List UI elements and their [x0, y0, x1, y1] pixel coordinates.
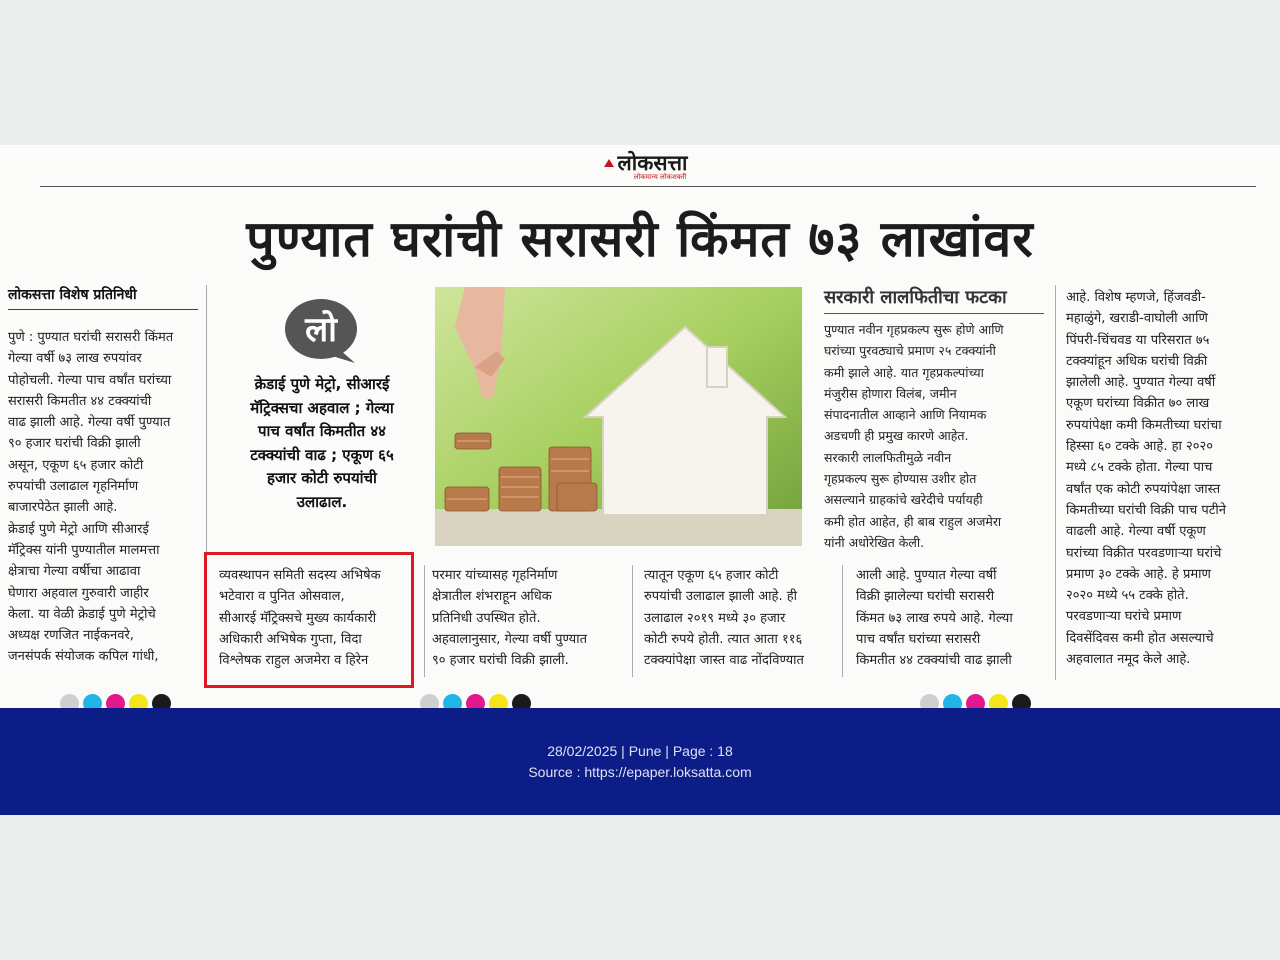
text-line: त्यातून एकूण ६५ हजार कोटी [644, 568, 779, 583]
text-line: मॅट्रिक्स यांनी पुण्यातील मालमत्ता [8, 542, 160, 558]
column-5 [856, 565, 1052, 671]
register-dot [1012, 694, 1031, 708]
text-line: क्रेडाई पुणे मेट्रो आणि सीआरई [8, 521, 149, 537]
text-line: कमी झाले आहे. यात गृहप्रकल्पांच्या [824, 364, 984, 380]
highlight-box [204, 552, 414, 688]
column-5-lines [856, 565, 1052, 671]
side-story-lines [824, 319, 1049, 553]
text-line: विक्री झालेल्या घरांची सरासरी [856, 589, 995, 605]
register-dot [60, 694, 79, 708]
edition-info: 28/02/2025 | Pune | Page : 18 [547, 743, 733, 759]
column-separator [424, 565, 425, 677]
register-dot [443, 694, 462, 708]
text-line: मध्ये ८५ टक्के होता. गेल्या पाच [1066, 460, 1213, 476]
register-marks [920, 694, 1031, 708]
badge-letter: लो [305, 310, 337, 350]
text-line: पिंपरी-चिंचवड या परिसरात ७५ [1066, 332, 1210, 348]
text-line: असल्याने ग्राहकांचे खरेदीचे पर्यायही [824, 492, 983, 508]
register-dot [989, 694, 1008, 708]
register-dot [466, 694, 485, 708]
text-line: ९० हजार घरांची विक्री झाली [8, 436, 141, 452]
register-dot [920, 694, 939, 708]
register-dot [106, 694, 125, 708]
article-headline: पुण्यात घरांची सरासरी किंमत ७३ लाखांवर [246, 210, 1034, 268]
text-line: गृहप्रकल्प सुरू होण्यास उशीर होत [824, 471, 977, 487]
text-line: हिस्सा ६० टक्के आहे. हा २०२० [1066, 439, 1214, 455]
text-line: ९० हजार घरांची विक्री झाली. [432, 653, 569, 669]
text-line: परमार यांच्यासह गृहनिर्माण [432, 568, 558, 583]
text-line: पोहोचली. गेल्या पाच वर्षांत घरांच्या [8, 372, 172, 388]
newspaper-tagline: लोकमान्य लोकशक्ती [633, 173, 687, 181]
text-line: वाढ झाली आहे. गेल्या वर्षी पुण्यात [8, 415, 171, 431]
text-line: प्रमाण ३० टक्के आहे. हे प्रमाण [1066, 566, 1211, 582]
text-line: सरकारी लालफितीमुळे नवीन [824, 449, 952, 465]
subheadline [232, 373, 412, 514]
text-line: महाळुंगे, खराडी-वाघोली आणि [1066, 311, 1208, 327]
text-line: सीआरई मॅट्रिक्सचे मुख्य कार्यकारी [219, 610, 377, 626]
text-line: यांनी अधोरेखित केली. [824, 534, 925, 550]
register-dot [129, 694, 148, 708]
text-line: सरासरी किमतीत ४४ टक्क्यांची [8, 393, 152, 409]
house-and-coins-photo [435, 287, 802, 546]
column-1-lines [8, 327, 204, 668]
side-story-rule [824, 313, 1044, 314]
side-story-heading: सरकारी लालफितीचा फटका [824, 287, 1007, 308]
text-line: संपादनातील आव्हाने आणि नियामक [824, 407, 987, 423]
text-line: पाच वर्षांत घरांच्या सरासरी [856, 631, 981, 647]
column-separator [842, 565, 843, 677]
text-line: क्रेडाई पुणे मेट्रो, सीआरई [254, 375, 390, 393]
text-line: परवडणाऱ्या घरांचे प्रमाण [1066, 609, 1182, 625]
register-dot [966, 694, 985, 708]
text-line: बाजारपेठेत झाली आहे. [8, 500, 118, 516]
source-url: Source : https://epaper.loksatta.com [528, 764, 752, 780]
text-line: अहवालानुसार, गेल्या वर्षी पुण्यात [432, 631, 587, 647]
text-line: उलाढाल २०१९ मध्ये ३० हजार [644, 610, 786, 626]
text-line: किमतीच्या घरांची विक्री पाच पटीने [1066, 502, 1226, 518]
text-line: आली आहे. पुण्यात गेल्या वर्षी [856, 568, 997, 583]
register-dot [420, 694, 439, 708]
text-line: असून, एकूण ६५ हजार कोटी [8, 457, 144, 473]
text-line: एकूण घरांच्या विक्रीत ७० लाख [1066, 396, 1210, 412]
text-line: उलाढाल. [296, 492, 348, 511]
masthead-flame-icon [603, 157, 615, 169]
newspaper-name: लोकसत्ता [617, 150, 688, 175]
text-line: प्रतिनिधी उपस्थित होते. [432, 610, 541, 626]
text-line: मंजुरीस होणारा विलंब, जमीन [824, 385, 957, 401]
text-line: किंमत ७३ लाख रुपये आहे. गेल्या [856, 610, 1013, 626]
text-line: विश्लेषक राहुल अजमेरा व हिरेन [219, 653, 369, 669]
register-dot [943, 694, 962, 708]
text-line: किमतीत ४४ टक्क्यांची वाढ झाली [856, 653, 1012, 669]
register-marks [60, 694, 171, 708]
column-separator [1055, 285, 1056, 680]
column-6 [1066, 287, 1276, 670]
text-line: झालेली आहे. पुण्यात गेल्या वर्षी [1066, 375, 1216, 391]
text-line: अधिकारी अभिषेक गुप्ता, विदा [219, 631, 362, 647]
register-dot [512, 694, 531, 708]
column-3 [432, 565, 628, 671]
text-line: जनसंपर्क संयोजक कपिल गांधी, [8, 649, 159, 665]
text-line: कोटी रुपये होती. त्यात आता ११६ [644, 631, 803, 647]
text-line: मॅट्रिक्सचा अहवाल ; गेल्या [250, 398, 394, 417]
register-dot [152, 694, 171, 708]
column-separator [632, 565, 633, 677]
register-marks [420, 694, 531, 708]
text-line: आहे. विशेष म्हणजे, हिंजवडी- [1066, 290, 1206, 305]
side-story-body [824, 319, 1049, 553]
text-line: टक्क्यांची वाढ ; एकूण ६५ [250, 445, 394, 464]
text-line: दिवसेंदिवस कमी होत असल्याचे [1066, 630, 1214, 646]
text-line: टक्क्यांपेक्षा जास्त वाढ नोंदविण्यात [644, 653, 804, 669]
column-4-lines [644, 565, 840, 671]
column-4 [644, 565, 840, 671]
text-line: भटेवारा व पुनित ओसवाल, [219, 589, 345, 605]
text-line: क्षेत्राचा गेल्या वर्षीचा आढावा [8, 564, 141, 580]
text-line: हजार कोटी रुपयांची [267, 469, 377, 487]
text-line: अहवालात नमूद केले आहे. [1066, 652, 1191, 668]
text-line: रुपयांपेक्षा कमी किमतीच्या घरांचा [1066, 417, 1222, 433]
source-footer [0, 708, 1280, 815]
speech-bubble-badge-icon [283, 297, 361, 365]
text-line: गेल्या वर्षी ७३ लाख रुपयांवर [8, 351, 142, 367]
text-line: घरांच्या विक्रीत परवडणाऱ्या घरांचे [1066, 545, 1222, 561]
text-line: कमी होत आहेत, ही बाब राहुल अजमेरा [824, 513, 1002, 529]
text-line: घरांच्या पुरवठ्याचे प्रमाण २५ टक्क्यांनी [824, 343, 996, 359]
text-line: वर्षांत एक कोटी रुपयांपेक्षा जास्त [1066, 481, 1221, 497]
register-dot [83, 694, 102, 708]
column-3-lines [432, 565, 628, 671]
masthead-rule [40, 186, 1256, 187]
text-line: पुणे : पुण्यात घरांची सरासरी किंमत [8, 330, 174, 345]
text-line: २०२० मध्ये ५५ टक्के होते. [1066, 588, 1189, 604]
text-line: रुपयांची उलाढाल झाली आहे. ही [644, 589, 797, 605]
text-line: वाढली आहे. गेल्या वर्षी एकूण [1066, 524, 1206, 540]
byline: लोकसत्ता विशेष प्रतिनिधी [8, 287, 137, 303]
byline-rule [8, 309, 198, 310]
text-line: घेणारा अहवाल गुरुवारी जाहीर [8, 585, 149, 601]
text-line: पुण्यात नवीन गृहप्रकल्प सुरू होणे आणि [824, 322, 1004, 337]
text-line: पाच वर्षांत किमतीत ४४ [257, 422, 386, 440]
text-line: अडचणी ही प्रमुख कारणे आहेत. [824, 428, 969, 444]
text-line: क्षेत्रातील शंभराहून अधिक [432, 589, 552, 605]
text-line: अध्यक्ष रणजित नाईकनवरे, [8, 628, 134, 644]
masthead [585, 151, 705, 185]
text-line: टक्क्यांहून अधिक घरांची विक्री [1066, 353, 1208, 369]
newspaper-clipping [0, 145, 1280, 708]
text-line: रुपयांची उलाढाल गृहनिर्माण [8, 479, 139, 495]
column-6-lines [1066, 287, 1276, 670]
register-dot [489, 694, 508, 708]
column-1 [8, 327, 204, 668]
text-line: केला. या वेळी क्रेडाई पुणे मेट्रोचे [8, 606, 156, 622]
text-line: व्यवस्थापन समिती सदस्य अभिषेक [219, 568, 381, 583]
